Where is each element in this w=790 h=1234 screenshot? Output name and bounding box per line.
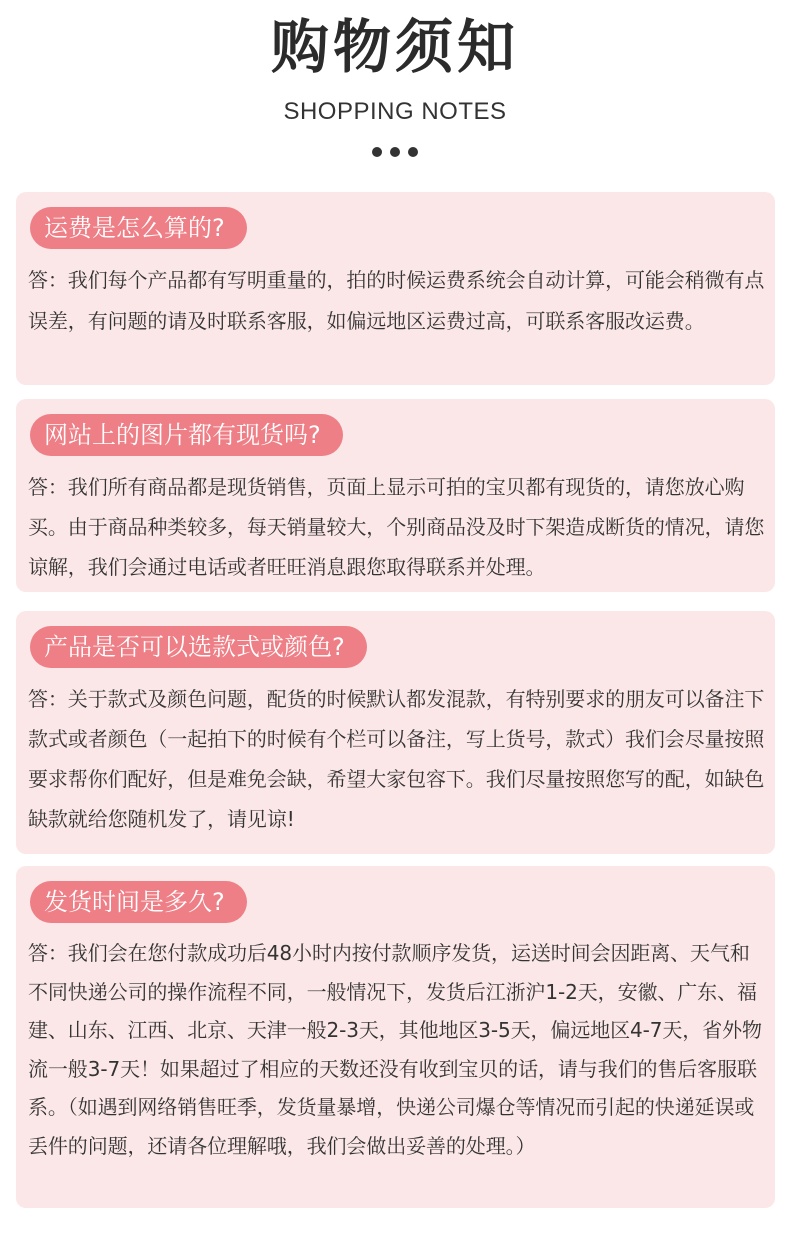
- faq-answer: 答：我们会在您付款成功后48小时内按付款顺序发货，运送时间会因距离、天气和不同快递公司的操作流程不同，一般情况下，发货后江浙沪1-2天，安徽、广东、福建、山东、江西、北京、天津一般2-3天，其他地区3-5天，偏远地区4-7天，省外物流一般3-7天！如果超过了相应的天数还没有收到宝贝的话，请与我们的售后客服联系。（如遇到网络销售旺季，发货量暴增，快递公司爆仓等情况而引起的快递延误或丢件的问题，还请各位理解哦，我们会做出妥善的处理。）: [28, 941, 762, 1158]
- faq-question: 运费是怎么算的?: [30, 207, 247, 249]
- faq-question: 发货时间是多久?: [30, 881, 247, 923]
- faq-card-style-color: [16, 611, 775, 854]
- faq-answer: 答：关于款式及颜色问题，配货的时候默认都发混款，有特别要求的朋友可以备注下款式或者颜色（一起拍下的时候有个栏可以备注，写上货号，款式）我们会尽量按照要求帮你们配好，但是难免会缺，希望大家包容下。我们尽量按照您写的配，如缺色缺款就给您随机发了，请见谅!: [28, 687, 765, 831]
- ellipsis-dots-icon: [372, 147, 418, 159]
- faq-card-shipping-cost: [16, 192, 775, 385]
- faq-card-delivery-time: [16, 866, 775, 1208]
- dot-icon: [408, 147, 418, 157]
- faq-question: 网站上的图片都有现货吗?: [30, 414, 343, 456]
- faq-question: 产品是否可以选款式或颜色?: [30, 626, 367, 668]
- faq-answer: 答：我们每个产品都有写明重量的，拍的时候运费系统会自动计算，可能会稍微有点误差，有问题的请及时联系客服，如偏远地区运费过高，可联系客服改运费。: [28, 268, 765, 333]
- page-subtitle: SHOPPING NOTES: [283, 98, 507, 125]
- dot-icon: [390, 147, 400, 157]
- faq-card-stock: [16, 399, 775, 592]
- page-title: 购物须知: [270, 13, 519, 81]
- dot-icon: [372, 147, 382, 157]
- faq-answer: 答：我们所有商品都是现货销售，页面上显示可拍的宝贝都有现货的，请您放心购买。由于商品种类较多，每天销量较大，个别商品没及时下架造成断货的情况，请您谅解，我们会通过电话或者旺旺消息跟您取得联系并处理。: [28, 475, 765, 579]
